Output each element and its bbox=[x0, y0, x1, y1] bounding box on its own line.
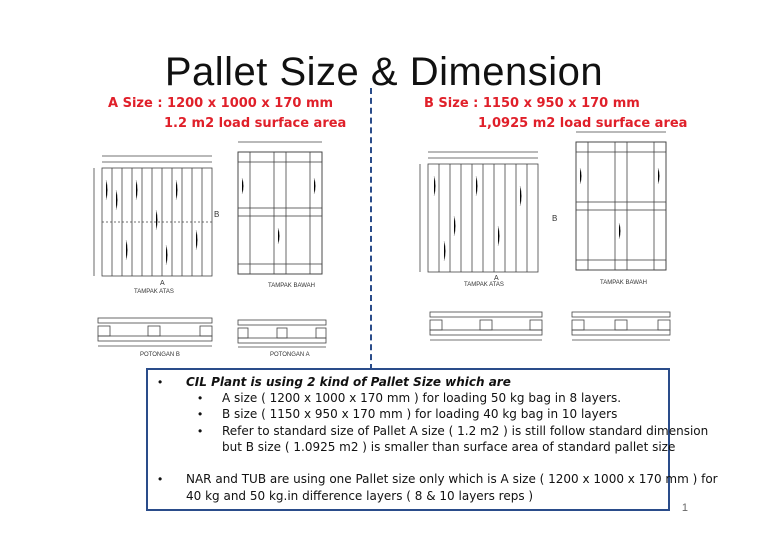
center-divider bbox=[370, 88, 372, 370]
mark-b-left: B bbox=[214, 210, 220, 219]
caption-top-view-a: TAMPAK ATAS bbox=[134, 289, 174, 295]
mark-a-left: A bbox=[160, 280, 165, 287]
subbullet-1: • bbox=[198, 391, 203, 405]
note-nar1: NAR and TUB are using one Pallet size only which is A size ( 1200 x 1000 x 170 mm ) for bbox=[186, 472, 718, 486]
slide-title: Pallet Size & Dimension bbox=[164, 50, 604, 94]
mark-a-right: A bbox=[494, 275, 499, 282]
note-sub2: B size ( 1150 x 950 x 170 mm ) for loading 40 kg bag in 10 layers bbox=[222, 407, 618, 421]
caption-section-b: POTONGAN B bbox=[140, 352, 180, 358]
pallet-b-bottom-view bbox=[566, 128, 676, 278]
pallet-a-bottom-view bbox=[228, 138, 332, 283]
note-sub3a: Refer to standard size of Pallet A size ( 1.2 m2 ) is still follow standard dimension bbox=[222, 424, 709, 438]
bullet-2: • bbox=[158, 472, 163, 486]
caption-bottom-view-b: TAMPAK BAWAH bbox=[600, 280, 648, 286]
pallet-a-section-a bbox=[232, 316, 332, 352]
subbullet-2: • bbox=[198, 407, 203, 421]
size-a-area: 1.2 m2 load surface area bbox=[164, 116, 347, 131]
size-a-label: A Size : 1200 x 1000 x 170 mm bbox=[108, 96, 334, 111]
pallet-b-section-2 bbox=[566, 306, 676, 346]
pallet-b-section-1 bbox=[424, 306, 548, 346]
pallet-a-top-view bbox=[88, 150, 228, 290]
size-b-area: 1,0925 m2 load surface area bbox=[478, 116, 688, 131]
notes-box bbox=[146, 368, 718, 511]
pallet-b-top-view bbox=[414, 146, 554, 286]
subbullet-3: • bbox=[198, 424, 203, 438]
page-number: 1 bbox=[681, 502, 688, 514]
caption-section-a: POTONGAN A bbox=[270, 352, 310, 358]
size-b-label: B Size : 1150 x 950 x 170 mm bbox=[424, 96, 640, 111]
mark-b-right: B bbox=[552, 214, 558, 223]
pallet-a-section-b bbox=[90, 312, 220, 352]
caption-top-view-b: TAMPAK ATAS bbox=[464, 282, 504, 288]
note-sub3b: but B size ( 1.0925 m2 ) is smaller than surface area of standard pallet size bbox=[222, 440, 676, 454]
note-sub1: A size ( 1200 x 1000 x 170 mm ) for loading 50 kg bag in 8 layers. bbox=[222, 391, 622, 405]
note-intro: CIL Plant is using 2 kind of Pallet Size which are bbox=[186, 375, 511, 389]
note-nar2: 40 kg and 50 kg.in difference layers ( 8 & 10 layers reps ) bbox=[186, 489, 534, 503]
caption-bottom-view-a: TAMPAK BAWAH bbox=[268, 283, 316, 289]
bullet-1: • bbox=[158, 375, 163, 389]
